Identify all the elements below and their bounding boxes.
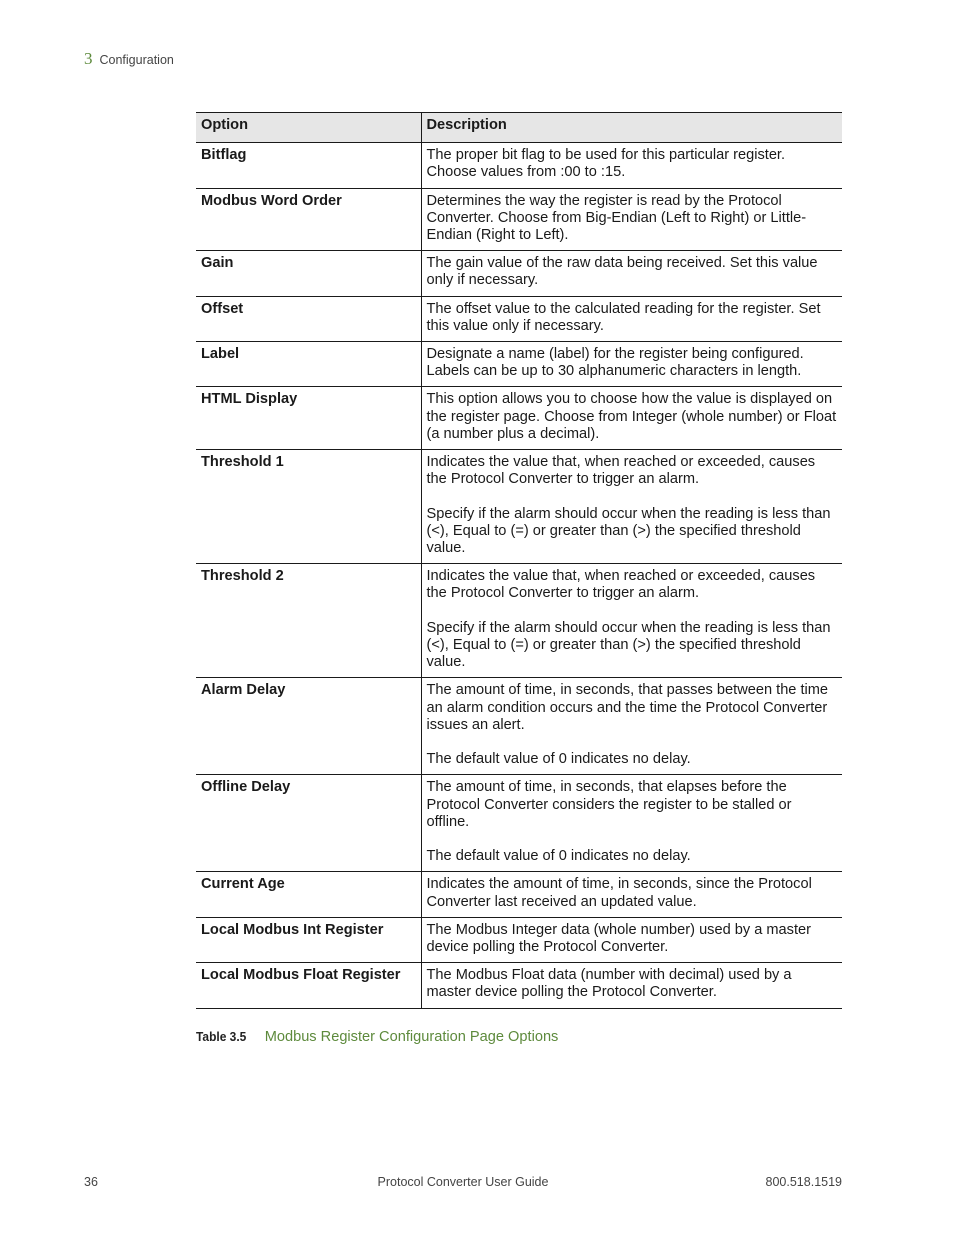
option-name: Alarm Delay (196, 678, 421, 775)
table-row (196, 775, 842, 872)
option-description (421, 678, 842, 775)
chapter-number: 3 (84, 49, 93, 68)
description-paragraph: Specify if the alarm should occur when the reading is less than (<), Equal to (=) or greater than (>) the specified threshold value. (426, 619, 831, 671)
description-paragraph: Determines the way the register is read by the Protocol Converter. Choose from Big-Endian (Left to Right) or Little-Endian (Right to Left). (426, 192, 807, 244)
table-row (196, 872, 842, 917)
description-paragraph: The default value of 0 indicates no delay. (426, 848, 691, 865)
option-name: Offset (196, 296, 421, 341)
description-paragraph: The Modbus Integer data (whole number) used by a master device polling the Protocol Converter. (426, 921, 812, 956)
option-name: HTML Display (196, 387, 421, 450)
option-name: Local Modbus Int Register (196, 917, 421, 962)
table-row (196, 143, 842, 188)
option-description (421, 387, 842, 450)
option-description (421, 342, 842, 387)
description-paragraph: The offset value to the calculated reading for the register. Set this value only if necessary. (426, 300, 821, 334)
running-header (84, 49, 174, 69)
option-description (421, 872, 842, 917)
caption-text: Modbus Register Configuration Page Options (264, 1029, 559, 1045)
option-name: Gain (196, 251, 421, 296)
table-row (196, 678, 842, 775)
description-paragraph: Indicates the amount of time, in seconds, since the Protocol Converter last received an updated value. (426, 876, 812, 910)
table-row (196, 450, 842, 564)
description-paragraph: The gain value of the raw data being received. Set this value only if necessary. (426, 255, 818, 289)
option-description (421, 251, 842, 296)
option-name: Threshold 2 (196, 564, 421, 678)
option-description (421, 775, 842, 872)
description-paragraph: The Modbus Float data (number with decimal) used by a master device polling the Protocol Converter. (426, 967, 792, 1001)
options-table (196, 112, 842, 1009)
table-row (196, 188, 842, 251)
option-description (421, 564, 842, 678)
description-paragraph: The default value of 0 indicates no delay. (426, 751, 691, 768)
chapter-title: Configuration (99, 53, 174, 67)
table-row (196, 251, 842, 296)
table-row (196, 387, 842, 450)
option-description (421, 450, 842, 564)
option-name: Threshold 1 (196, 450, 421, 564)
option-description (421, 296, 842, 341)
option-name: Bitflag (196, 143, 421, 188)
table-row (196, 342, 842, 387)
option-description (421, 917, 842, 962)
table-row (196, 963, 842, 1008)
description-paragraph: Indicates the value that, when reached or exceeded, causes the Protocol Converter to trigger an alarm. (426, 568, 816, 602)
option-name: Offline Delay (196, 775, 421, 872)
option-name: Label (196, 342, 421, 387)
phone-number: 800.518.1519 (765, 1175, 842, 1189)
option-description (421, 188, 842, 251)
option-name: Current Age (196, 872, 421, 917)
description-paragraph: This option allows you to choose how the value is displayed on the register page. Choose from Integer (whole number) or Float (a number plus a decimal). (426, 391, 837, 442)
option-name: Local Modbus Float Register (196, 963, 421, 1008)
column-header-option: Option (196, 113, 421, 143)
description-paragraph: Designate a name (label) for the register being configured. Labels can be up to 30 alphanumeric characters in length. (426, 346, 804, 380)
table-row (196, 296, 842, 341)
page-number: 36 (84, 1175, 98, 1189)
caption-label: Table 3.5 (196, 1029, 247, 1044)
description-paragraph: The proper bit flag to be used for this particular register. Choose values from :00 to :15. (426, 147, 786, 181)
description-paragraph: The amount of time, in seconds, that elapses before the Protocol Converter considers the register to be stalled or offline. (426, 779, 792, 830)
table-row (196, 917, 842, 962)
table-header-row (196, 113, 842, 143)
option-description (421, 143, 842, 188)
column-header-description: Description (421, 113, 842, 143)
guide-title: Protocol Converter User Guide (377, 1175, 549, 1189)
option-description (421, 963, 842, 1008)
description-paragraph: The amount of time, in seconds, that passes between the time an alarm condition occurs and the time the Protocol Converter issues an alert. (426, 682, 829, 733)
description-paragraph: Specify if the alarm should occur when the reading is less than (<), Equal to (=) or greater than (>) the specified threshold value. (426, 505, 831, 557)
table-row (196, 564, 842, 678)
table-caption (196, 1029, 558, 1045)
option-name: Modbus Word Order (196, 188, 421, 251)
description-paragraph: Indicates the value that, when reached or exceeded, causes the Protocol Converter to trigger an alarm. (426, 454, 816, 488)
